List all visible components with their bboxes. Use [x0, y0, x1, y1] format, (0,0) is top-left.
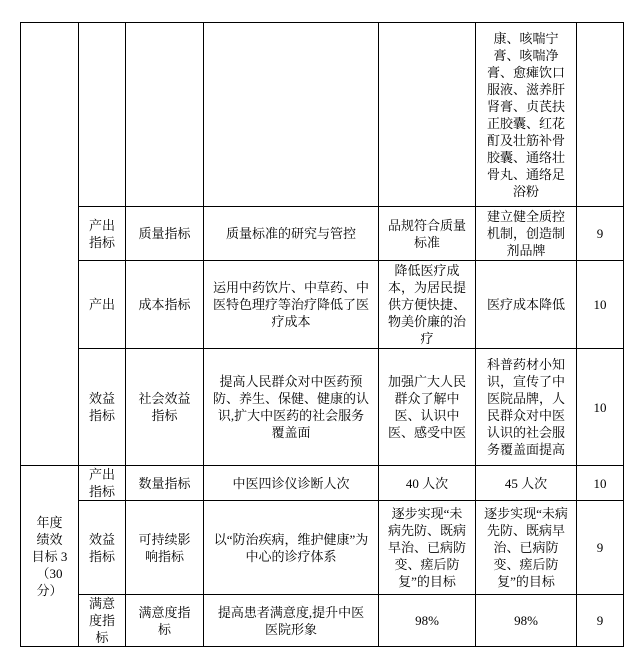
target-value-cell: 加强广大人民群众了解中医、认识中医、感受中医	[379, 349, 476, 466]
level2-indicator-cell: 质量指标	[126, 207, 204, 261]
level1-indicator-cell: 效益指标	[79, 349, 126, 466]
actual-result-cell: 康、咳喘宁膏、咳喘净膏、愈瘫饮口服液、滋养肝肾膏、贞芪扶正胶囊、红花酊及壮筋补骨胶囊、通络壮骨丸、通络足浴粉	[476, 23, 577, 207]
group-label: 年度绩效目标 3（30分）	[31, 514, 68, 598]
level1-indicator-cell: 产出	[79, 261, 126, 349]
target-value-cell: 98%	[379, 595, 476, 647]
score-cell: 9	[577, 595, 624, 647]
actual-result-cell: 98%	[476, 595, 577, 647]
score-cell: 10	[577, 261, 624, 349]
level2-indicator-cell: 社会效益指标	[126, 349, 204, 466]
score-cell: 10	[577, 466, 624, 501]
level1-indicator-cell: 产出指标	[79, 466, 126, 501]
table-row	[21, 595, 624, 647]
table-row	[21, 349, 624, 466]
indicator-content-cell: 运用中药饮片、中草药、中医特色理疗等治疗降低了医疗成本	[204, 261, 379, 349]
score-cell: 10	[577, 349, 624, 466]
score-cell: 9	[577, 207, 624, 261]
score-cell: 9	[577, 501, 624, 595]
indicator-content-cell: 提高患者满意度,提升中医医院形象	[204, 595, 379, 647]
table-row	[21, 207, 624, 261]
indicator-content-cell: 质量标准的研究与管控	[204, 207, 379, 261]
target-value-cell: 降低医疗成本，为居民提供方便快捷、物美价廉的治疗	[379, 261, 476, 349]
target-value-cell: 逐步实现“未病先防、既病早治、已病防变、瘥后防复”的目标	[379, 501, 476, 595]
actual-result-cell: 逐步实现“未病先防、既病早治、已病防变、瘥后防复”的目标	[476, 501, 577, 595]
table-row	[21, 23, 624, 207]
level1-indicator-cell	[79, 23, 126, 207]
level2-indicator-cell: 数量指标	[126, 466, 204, 501]
table-row	[21, 466, 624, 501]
group-label-cell	[21, 23, 79, 466]
group-label-cell	[21, 466, 79, 647]
score-cell	[577, 23, 624, 207]
level2-indicator-cell: 可持续影响指标	[126, 501, 204, 595]
level1-indicator-cell: 产出指标	[79, 207, 126, 261]
actual-result-cell: 医疗成本降低	[476, 261, 577, 349]
target-value-cell: 40 人次	[379, 466, 476, 501]
actual-result-cell: 科普药材小知识，宣传了中医院品牌，人民群众对中医认识的社会服务覆盖面提高	[476, 349, 577, 466]
table-row	[21, 261, 624, 349]
actual-result-cell: 45 人次	[476, 466, 577, 501]
level1-indicator-cell: 效益指标	[79, 501, 126, 595]
actual-result-cell: 建立健全质控机制，创造制剂品牌	[476, 207, 577, 261]
level2-indicator-cell: 满意度指标	[126, 595, 204, 647]
target-value-cell	[379, 23, 476, 207]
level2-indicator-cell: 成本指标	[126, 261, 204, 349]
indicator-content-cell: 提高人民群众对中医药预防、养生、保健、健康的认识,扩大中医药的社会服务覆盖面	[204, 349, 379, 466]
indicator-content-cell: 以“防治疾病，维护健康”为中心的诊疗体系	[204, 501, 379, 595]
table-row	[21, 501, 624, 595]
indicator-content-cell: 中医四诊仪诊断人次	[204, 466, 379, 501]
level2-indicator-cell	[126, 23, 204, 207]
target-value-cell: 品规符合质量标准	[379, 207, 476, 261]
performance-indicator-table	[20, 22, 624, 647]
level1-indicator-cell: 满意度指标	[79, 595, 126, 647]
indicator-content-cell	[204, 23, 379, 207]
